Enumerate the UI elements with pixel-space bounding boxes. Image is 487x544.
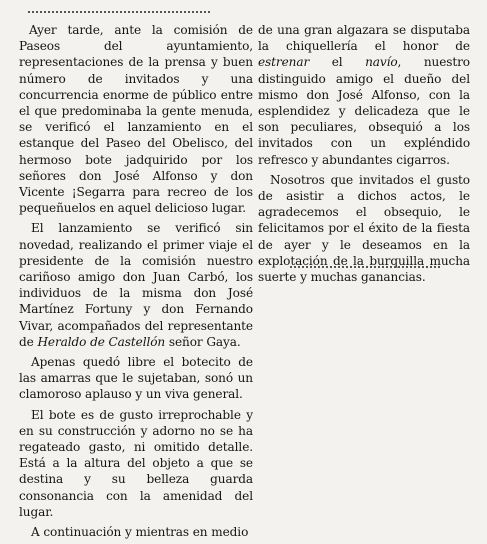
right-column <box>258 22 470 289</box>
paragraph-text: el <box>309 55 366 70</box>
paragraph: A continuación y mientras en medio <box>31 525 249 540</box>
top-divider <box>28 11 210 13</box>
paragraph-text: de una gran algazara se disputaba la chiquellería el honor de <box>258 23 470 54</box>
paragraph: Apenas quedó libre el botecito de las amarras que le sujetaban, sonó un clamoroso aplauso y un viva general. <box>19 355 253 402</box>
left-column <box>19 22 253 544</box>
end-divider <box>290 266 440 268</box>
paragraph-text: , nuestro distinguido amigo el dueño del mismo don José Alfonso, con la esplendidez y delicadeza que le son peculiares, obsequió a los invitados con un expléndido refresco y abundantes cigarros. <box>258 55 470 167</box>
paragraph: Nosotros que invitados el gusto de asistir a dichos actos, le agradecemos el obsequio, le felicitamos por el éxito de la fiesta de ayer y le deseamos en la explotación de la burquilla mucha suerte y muchas ganancias. <box>258 172 470 285</box>
paragraph: El bote es de gusto irreprochable y en su construcción y adorno no se ha regateado gasto, ni omitido detalle. Está a la altura del objeto a que se destina y su belleza guarda consonancia con la amenidad del lugar. <box>19 407 253 519</box>
paragraph <box>258 22 470 168</box>
paragraph-tail: señor Gaya. <box>165 334 241 349</box>
paragraph-text: El lanzamiento se verificó sin novedad, realizando el primer viaje el presidente de la comisión nuestro cariñoso amigo don Juan Carbó, los individuos de la misma don José Martínez Fortuny y don Fernando Vivar, acompañados del representante de <box>19 221 253 349</box>
emphasis: estrenar <box>258 55 310 70</box>
newspaper-title: Heraldo de Castellón <box>37 334 166 349</box>
emphasis: navío <box>365 55 398 70</box>
paragraph: Ayer tarde, ante la comisión de Paseos del ayuntamiento, representaciones de la prensa y buen número de invitados y una concurrencia enorme de público entre el que predominaba la gente menuda, se verificó el lanzamiento en el estanque del Paseo del Obelisco, del hermoso bote jadquirido por los señores don José Alfonso y don Vicente ¡Segarra para recreo de los pequeñuelos en aquel delicioso lugar. <box>19 23 253 216</box>
paragraph <box>19 220 253 350</box>
